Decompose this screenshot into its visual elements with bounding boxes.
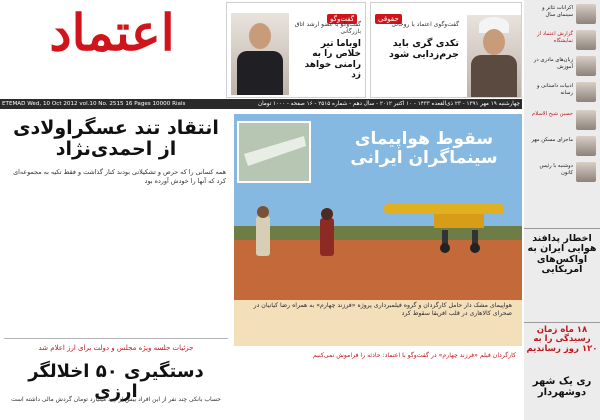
divider <box>524 322 600 323</box>
thumb-photo <box>576 136 596 156</box>
divider <box>4 338 228 339</box>
promo-kicker: گفت‌وگوی اعتماد با روحانی <box>391 21 459 28</box>
date-line <box>0 99 522 109</box>
feature-bottom-text: کارگردان فیلم «فرزند چهارم» در گفت‌وگو با اعتماد: حادثه را فراموش نمی‌کنیم <box>313 352 516 359</box>
rc-item-4[interactable] <box>526 82 598 106</box>
thumb-photo <box>576 110 596 130</box>
rc-item-6[interactable] <box>526 136 598 160</box>
masthead <box>0 0 222 66</box>
thumb-photo <box>576 82 596 102</box>
left-column <box>0 110 232 420</box>
lead-body: همه کسانی را که حرص و تشکیلاتی بودند کنار گذاشت و فقط تکیه به مجموعه‌ای کرد که آنها را خودش آورده بود <box>13 168 226 185</box>
newspaper-logo: اعتماد <box>49 3 175 62</box>
rc-item-text: حسین شیخ الاسلام <box>532 111 573 117</box>
rc-item-7[interactable] <box>526 162 598 186</box>
rc-item-text: زبان‌های مادری در آموزش <box>533 57 573 70</box>
bottom-sub: حساب بانکی چند نفر از این افراد بیش از چند میلیارد تومان گردش مالی داشته است <box>11 396 221 403</box>
promo-kicker: گفت‌وگو با عضو ارشد اتاق بازرگانی <box>294 21 361 36</box>
portrait-photo <box>467 15 521 97</box>
rc-item-text: اکرانات تئاتر و سینمای سال <box>542 5 573 18</box>
portrait-photo <box>231 13 289 95</box>
feature-bottom <box>234 346 522 418</box>
rc-item-3[interactable] <box>526 56 598 80</box>
lead-headline[interactable]: انتقاد تند عسگراولادی از احمدی‌نژاد <box>13 117 219 160</box>
rc-item-2[interactable] <box>526 30 598 54</box>
dateline-persian: چهارشنبه ۱۹ مهر ۱۳۹۱ - ۲۳ ذی‌القعده ۱۴۳۳ - ۱۰ اکتبر ۲۰۱۲ - سال دهم - شماره ۲۵۱۵ - ۱۶ صفحه - ۱۰۰۰ تومان <box>258 101 520 107</box>
rc-item-text: گزارش اعتماد از نمایشگاه <box>537 31 573 44</box>
portrait-suit <box>237 51 283 95</box>
thumb-photo <box>576 162 596 182</box>
promo-box-rouhani[interactable] <box>370 2 522 98</box>
thumb-photo <box>576 30 596 50</box>
rc-item-5[interactable] <box>526 110 598 134</box>
right-column <box>524 0 600 420</box>
rc-item-text: دوشنبه با رئیس کانون <box>539 163 573 176</box>
thumb-photo <box>576 56 596 76</box>
bottom-headline[interactable]: دستگیری ۵۰ اخلالگر ارزی <box>28 361 204 402</box>
rc-item-text: ادبیات داستانی و رسانه <box>536 83 573 96</box>
robe <box>471 55 517 97</box>
bottom-kicker: جزئیات جلسه ویژه مجلس و دولت برای ارز اعلام شد <box>38 344 194 352</box>
right-bottom-headline[interactable]: ری یک شهر دوشهردار <box>532 376 592 398</box>
rc-item-1[interactable] <box>526 4 598 28</box>
portrait-head <box>249 23 271 49</box>
feature-caption: هواپیمای مشک دار حامل کارگردان و گروه فیلمبرداری پروژه «فرزند چهارم» به همراه رضا کیانیان در صحرای کالاهاری در قلب افریقا سقوط کرد <box>253 302 512 318</box>
right-mid-headline[interactable]: ۱۸ ماه زمان رسیدگی را به ۱۲۰ روز رساندیم <box>526 325 598 354</box>
portrait-head <box>483 29 505 55</box>
promo-headline: تکدی گری باید جرم‌زدایی شود <box>389 38 459 60</box>
dateline-english: ETEMAD Wed, 10 Oct 2012 vol.10 No. 2515 16 Pages 10000 Rials <box>2 101 186 107</box>
thumb-photo <box>576 4 596 24</box>
promo-headline: اوباما تیر خلاص را به رامنی خواهد زد <box>304 39 361 81</box>
divider <box>524 228 600 229</box>
right-feature-headline[interactable]: اخطار پدافند هوایی ایران به آواکس‌های امریکایی <box>527 233 597 276</box>
promo-badge: حقوقی <box>375 6 402 25</box>
feature-headline[interactable]: سقوط هواپیمای سینماگران ایرانی <box>350 129 498 168</box>
feature-photo[interactable] <box>234 114 522 346</box>
rc-item-text: ماجرای مسکن مهر <box>531 137 573 143</box>
promo-box-obama[interactable] <box>226 2 366 98</box>
promo-badge: گفت‌وگو <box>327 6 357 25</box>
